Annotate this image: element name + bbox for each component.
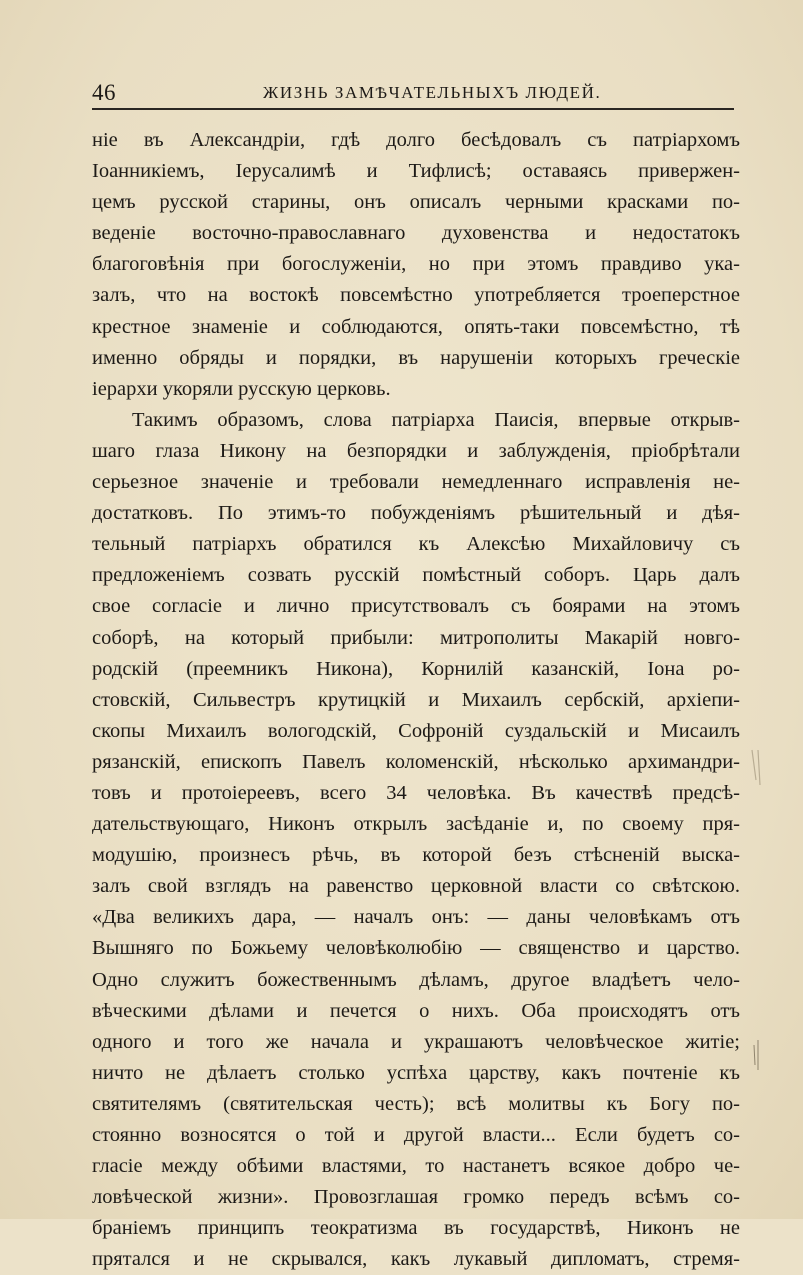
text-line: Вышняго по Божьему человѣколюбію — священство и царство. bbox=[92, 937, 740, 960]
body-text bbox=[92, 125, 740, 1275]
text-line: дательствующаго, Никонъ открылъ засѣданіе и, по своему пря- bbox=[92, 813, 740, 836]
text-line: свое согласіе и лично присутствовалъ съ боярами на этомъ bbox=[92, 595, 740, 618]
text-line: святителямъ (святительская честь); всѣ молитвы къ Богу по- bbox=[92, 1092, 740, 1115]
text-line: шаго глаза Никону на безпорядки и заблужденія, пріобрѣтали bbox=[92, 439, 740, 462]
margin-fold-mark bbox=[744, 740, 768, 1120]
text-line: товъ и протоіереевъ, всего 34 человѣка. Въ качествѣ предсѣ- bbox=[92, 781, 740, 804]
text-line: Іоанникіемъ, Іерусалимѣ и Тифлисѣ; оставаясь привержен- bbox=[92, 160, 740, 183]
text-line: модушію, произнесъ рѣчь, въ которой безъ стѣсненій выска- bbox=[92, 844, 740, 867]
text-line: соборѣ, на который прибыли: митрополиты Макарій новго- bbox=[92, 626, 740, 649]
text-line: прятался и не скрывался, какъ лукавый дипломатъ, стремя- bbox=[92, 1248, 740, 1271]
running-title: ЖИЗНЬ ЗАМѢЧАТЕЛЬНЫХЪ ЛЮДЕЙ. bbox=[263, 83, 602, 102]
text-line: именно обряды и порядки, въ нарушеніи которыхъ греческіе bbox=[92, 346, 740, 369]
text-line: гласіе между обѣими властями, то настанетъ всякое добро че- bbox=[92, 1155, 740, 1178]
text-line: цемъ русской старины, онъ описалъ черными красками по- bbox=[92, 191, 740, 214]
text-line: ловѣческой жизни». Провозглашая громко передъ всѣмъ со- bbox=[92, 1186, 740, 1209]
text-line: стовскій, Сильвестръ крутицкій и Михаилъ сербскій, архіепи- bbox=[92, 688, 740, 711]
text-line: одного и того же начала и украшаютъ человѣческое житіе; bbox=[92, 1030, 740, 1053]
page-header bbox=[92, 80, 732, 106]
text-line: рязанскій, епископъ Павелъ коломенскій, нѣсколько архимандри- bbox=[92, 750, 740, 773]
text-line: родскій (преемникъ Никона), Корнилій казанскій, Іона ро- bbox=[92, 657, 740, 680]
text-line: «Два великихъ дара, — началъ онъ: — даны человѣкамъ отъ bbox=[92, 906, 740, 929]
paragraph-start-line: Такимъ образомъ, слова патріарха Паисія, впервые открыв- bbox=[132, 408, 740, 431]
text-line: скопы Михаилъ вологодскій, Софроній суздальскій и Мисаилъ bbox=[92, 719, 740, 742]
text-line: тельный патріархъ обратился къ Алексѣю Михайловичу съ bbox=[92, 533, 740, 556]
text-line: стоянно возносятся о той и другой власти... Если будетъ со- bbox=[92, 1124, 740, 1146]
header-rule bbox=[92, 108, 734, 110]
text-line: ніе въ Александріи, гдѣ долго бесѣдовалъ съ патріархомъ bbox=[92, 129, 740, 151]
text-line: достатковъ. По этимъ-то побужденіямъ рѣшительный и дѣя- bbox=[92, 502, 740, 525]
text-line: серьезное значеніе и требовали немедленнаго исправленія не- bbox=[92, 471, 740, 494]
page-number: 46 bbox=[92, 80, 116, 105]
text-line: предложеніемъ созвать русскій помѣстный соборъ. Царь далъ bbox=[92, 564, 740, 587]
text-line: крестное знаменіе и соблюдаются, опять-таки повсемѣстно, тѣ bbox=[92, 315, 740, 338]
text-line: залъ свой взглядъ на равенство церковной власти со свѣтскою. bbox=[92, 875, 740, 898]
text-line: Одно служитъ божественнымъ дѣламъ, другое владѣетъ чело- bbox=[92, 968, 740, 991]
paragraph-end-line: іерархи укоряли русскую церковь. bbox=[92, 377, 391, 400]
text-line: вѣческими дѣлами и печется о нихъ. Оба происходятъ отъ bbox=[92, 999, 740, 1022]
text-line: благоговѣнія при богослуженіи, но при этомъ правдиво ука- bbox=[92, 253, 740, 276]
text-line: ничто не дѣлаетъ столько успѣха царству, какъ почтеніе къ bbox=[92, 1061, 740, 1084]
text-line: веденіе восточно-православнаго духовенства и недостатокъ bbox=[92, 222, 740, 245]
text-line: залъ, что на востокѣ повсемѣстно употребляется троеперстное bbox=[92, 284, 740, 307]
text-line: браніемъ принципъ теократизма въ государствѣ, Никонъ не bbox=[92, 1217, 740, 1240]
